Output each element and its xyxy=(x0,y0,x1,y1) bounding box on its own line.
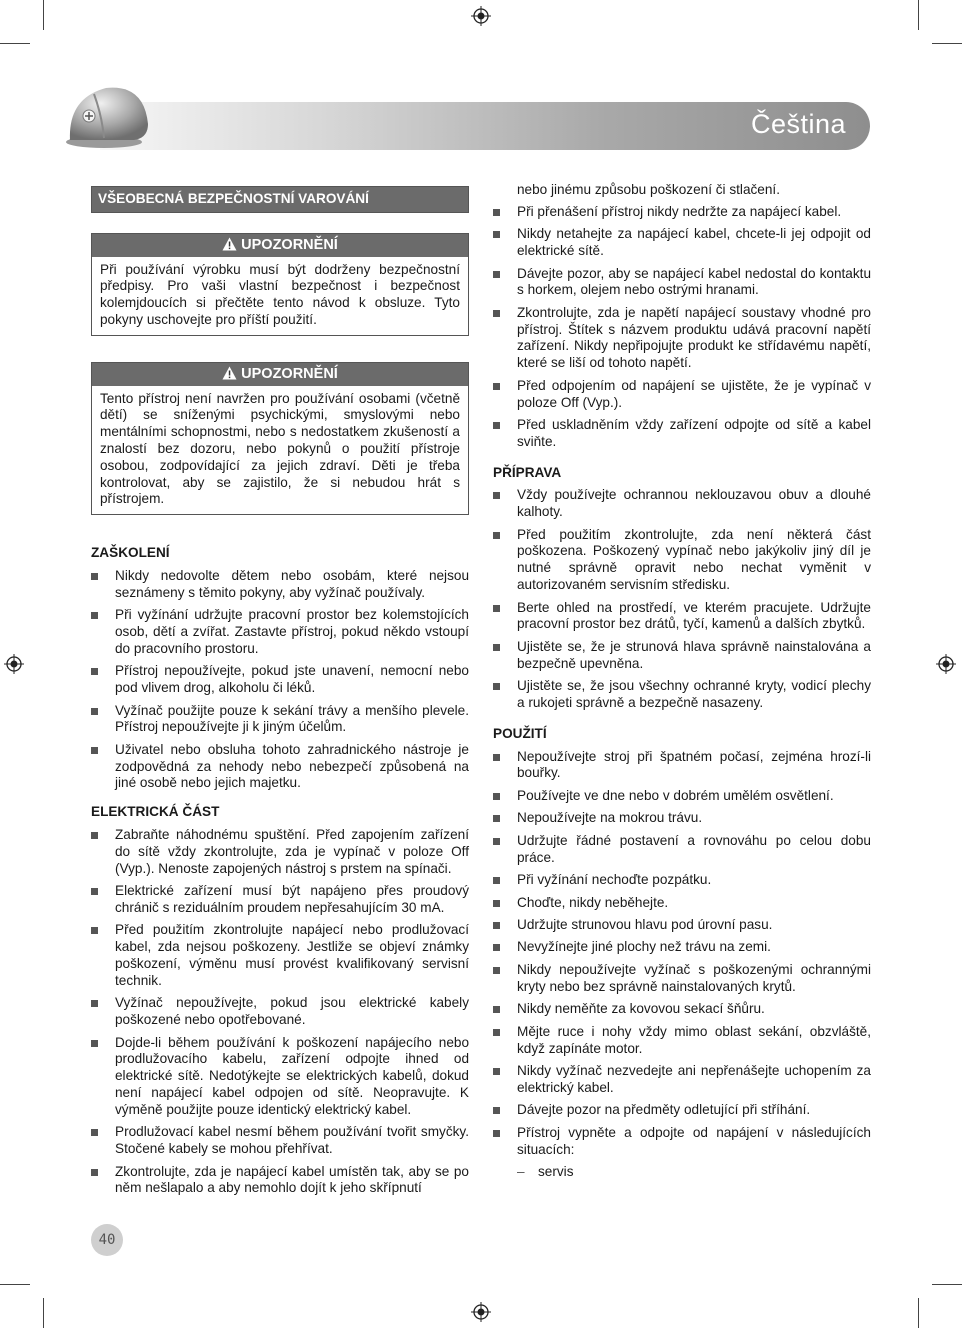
left-column xyxy=(91,186,469,1203)
crop-mark xyxy=(43,0,44,30)
list-item: Vždy používejte ochrannou neklouzavou obuv a dlouhé kalhoty. xyxy=(493,487,871,521)
warning-text: Tento přístroj není navržen pro používání osobami (včetně dětí) se sníženými psychickými, smyslovými nebo mentálními schopnostmi, nebo s nedostatkem zkušeností a znalostí bez dozoru, nebo pokynů o použití přístroje osobou, zodpovídající za jejich zdraví. Děti je třeba kontrolovat, aby se zajistilo, že si nebudou hrát s přístrojem. xyxy=(100,390,460,507)
use-list xyxy=(493,749,871,1159)
warning-triangle-icon xyxy=(222,366,237,380)
list-item: Dojde-li během používání k poškození napájecího nebo prodlužovacího kabelu, zařízení odpojte ihned od elektrické sítě. Nedotýkejte se elektrických kabelů, dokud není napájecí kabel odpojen od sítě. Neopravujte. K výměně použijte pouze identický elektrický kabel. xyxy=(91,1035,469,1119)
heading-training: ZAŠKOLENÍ xyxy=(91,545,170,561)
list-item: Berte ohled na prostředí, ve kterém pracujete. Udržujte pracovní prostor bez drátů, tyčí, kamenů a dalších zbytků. xyxy=(493,600,871,634)
list-item: Zabraňte náhodnému spuštění. Před zapojením zařízení do sítě vždy zkontrolujte, zda je vypínač v poloze Off (Vyp.). Nenoste zapojených nástroj s prstem na spínači. xyxy=(91,827,469,877)
right-column xyxy=(493,182,871,1181)
crop-mark xyxy=(918,1298,919,1328)
list-item: Při vyžínání nechoďte pozpátku. xyxy=(493,872,871,889)
list-item: Přístroj nepoužívejte, pokud jste unavení, nemocní nebo pod vlivem drog, alkoholu či léků. xyxy=(91,663,469,697)
warning-box xyxy=(91,362,469,515)
warning-header xyxy=(92,363,468,386)
list-item: Před použitím zkontrolujte napájecí nebo prodlužovací kabel, zda nejsou poškozeny. Jestliže se objeví známky poškození, výměnu musí provést kvalifikovaný servisní technik. xyxy=(91,922,469,989)
list-item: Choďte, nikdy neběhejte. xyxy=(493,895,871,912)
language-banner xyxy=(100,102,870,150)
warning-text: Při používání výrobku musí být dodrženy bezpečnostní předpisy. Pro vaši vlastní bezpečnost i bezpečnost kolemjdoucích si přečtěte tento návod k obsluze. Tyto pokyny uschovejte pro příští použití. xyxy=(100,261,460,327)
list-item: Přístroj vypněte a odpojte od napájení v následujících situacích: xyxy=(493,1125,871,1159)
warning-title: UPOZORNĚNÍ xyxy=(241,236,338,253)
list-item: Dávejte pozor, aby se napájecí kabel nedostal do kontaktu s horkem, olejem nebo ostrými hranami. xyxy=(493,266,871,300)
list-item: Nepoužívejte na mokrou trávu. xyxy=(493,810,871,827)
dash-bullet: – xyxy=(517,1164,525,1180)
heading-electrical: ELEKTRICKÁ ČÁST xyxy=(91,804,220,820)
list-item: Při přenášení přístroj nikdy nedržte za napájecí kabel. xyxy=(493,204,871,221)
list-item: Před odpojením od napájení se ujistěte, že je vypínač v poloze Off (Vyp.). xyxy=(493,378,871,412)
list-item: Ujistěte se, že jsou všechny ochranné kryty, vodicí plechy a rukojeti správně a bezpečně nasazeny. xyxy=(493,678,871,712)
training-list xyxy=(91,568,469,792)
helmet-icon xyxy=(64,76,154,152)
list-item: Vyžínač nepoužívejte, pokud jsou elektrické kabely poškozené nebo opotřebované. xyxy=(91,995,469,1029)
crop-mark xyxy=(932,43,962,44)
list-item: Prodlužovací kabel nesmí během používání tvořit smyčky. Stočené kabely se mohou přehřívat. xyxy=(91,1124,469,1158)
page-number: 40 xyxy=(91,1224,123,1256)
electrical-list xyxy=(91,827,469,1197)
crop-mark xyxy=(932,1284,962,1285)
crop-mark xyxy=(918,0,919,30)
list-item: Zkontrolujte, zda je napájecí kabel umístěn tak, aby se po něm nešlapalo a aby nemohlo dojít k jeho skřípnutí xyxy=(91,1164,469,1198)
list-item: Nepoužívejte stroj při špatném počasí, zejména hrozí-li bouřky. xyxy=(493,749,871,783)
warning-triangle-icon xyxy=(222,237,237,251)
list-item: Používejte ve dne nebo v dobrém umělém osvětlení. xyxy=(493,788,871,805)
registration-mark-icon xyxy=(936,654,956,674)
language-title: Čeština xyxy=(750,109,846,139)
list-item: Nevyžínejte jiné plochy než trávu na zemi. xyxy=(493,939,871,956)
registration-mark-icon xyxy=(471,6,491,26)
registration-mark-icon xyxy=(471,1302,491,1322)
list-item: Ujistěte se, že je strunová hlava správně nainstalována a bezpečně upevněna. xyxy=(493,639,871,673)
section-title-general-safety: VŠEOBECNÁ BEZPEČNOSTNÍ VAROVÁNÍ xyxy=(91,186,469,213)
list-item: Udržujte řádné postavení a rovnováhu po celou dobu práce. xyxy=(493,833,871,867)
sub-list-item-text: servis xyxy=(538,1164,574,1180)
list-item: Před použitím zkontrolujte, zda není některá část poškozena. Poškozený vypínač nebo jakýkoliv jiný díl je nutné správně opravit nebo nechat vyměnit v autorizovaném servisním středisku. xyxy=(493,527,871,594)
list-item: Nikdy nedovolte dětem nebo osobám, které nejsou seznámeny s těmito pokyny, aby vyžínač používaly. xyxy=(91,568,469,602)
list-item: Nikdy neměňte za kovovou sekací šňůru. xyxy=(493,1001,871,1018)
crop-mark xyxy=(43,1298,44,1328)
sub-list-item xyxy=(493,1164,871,1181)
list-item: Nikdy netahejte za napájecí kabel, chcete-li jej odpojit od elektrické sítě. xyxy=(493,226,871,260)
warning-header xyxy=(92,234,468,257)
list-item: Před uskladněním vždy zařízení odpojte od sítě a kabel sviňte. xyxy=(493,417,871,451)
continued-text: nebo jinému způsobu poškození či stlačení. xyxy=(517,182,780,197)
crop-mark xyxy=(0,1284,30,1285)
registration-mark-icon xyxy=(4,654,24,674)
electrical-list-continued xyxy=(493,204,871,451)
crop-mark xyxy=(0,43,30,44)
list-item: Dávejte pozor na předměty odletující při stříhání. xyxy=(493,1102,871,1119)
list-item: Vyžínač použijte pouze k sekání trávy a menšího plevele. Přístroj nepoužívejte ji k jiným účelům. xyxy=(91,703,469,737)
list-item: Nikdy nepoužívejte vyžínač s poškozenými ochrannými kryty nebo bez správně nainstalovaných krytů. xyxy=(493,962,871,996)
preparation-list xyxy=(493,487,871,711)
list-item: Uživatel nebo obsluha tohoto zahradnického nástroje je zodpovědná za nehody nebo nebezpečí způsobená na jiné osobě nebo jejich majetku. xyxy=(91,742,469,792)
list-item: Zkontrolujte, zda je napětí napájecí soustavy vhodné pro přístroj. Štítek s názvem produktu udává pracovní napětí zařízení. Nikdy nepřipojujte produkt ke střídavému napětí, které se liší od tohoto napětí. xyxy=(493,305,871,372)
heading-use: POUŽITÍ xyxy=(493,725,547,741)
list-item: Elektrické zařízení musí být napájeno přes proudový chránič s reziduálním proudem nepřesahujícím 30 mA. xyxy=(91,883,469,917)
list-item: Mějte ruce i nohy vždy mimo oblast sekání, obzvláště, když zapínáte motor. xyxy=(493,1024,871,1058)
list-item: Při vyžínání udržujte pracovní prostor bez kolemstojících osob, dětí a zvířat. Zastavte přístroj, pokud někdo vstoupí do pracovního prostoru. xyxy=(91,607,469,657)
warning-title: UPOZORNĚNÍ xyxy=(241,365,338,382)
list-item: Nikdy vyžínač nezvedejte ani nepřenášejte uchopením za elektrický kabel. xyxy=(493,1063,871,1097)
warning-box xyxy=(91,233,469,336)
list-item: Udržujte strunovou hlavu pod úrovní pasu. xyxy=(493,917,871,934)
heading-preparation: PŘÍPRAVA xyxy=(493,464,562,480)
